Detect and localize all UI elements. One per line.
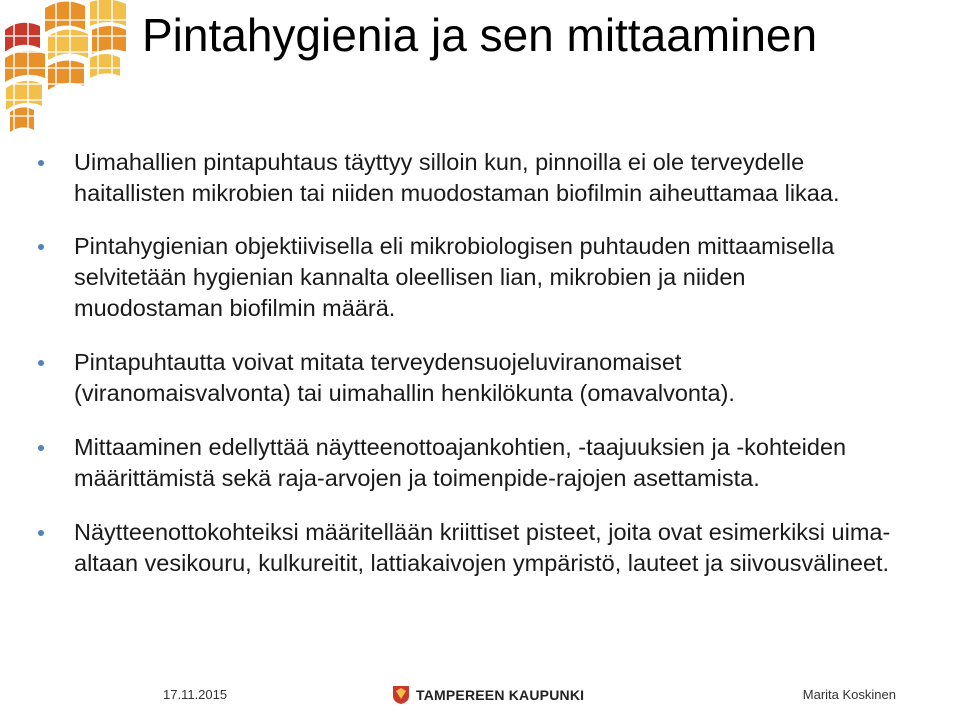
bullet-item bbox=[0, 432, 960, 494]
bullet-text: Mittaaminen edellyttää näytteenottoajankohtien, -taajuuksien ja -kohteiden määrittämistä sekä raja-arvojen ja toimenpide-rajojen asettamista. bbox=[74, 434, 847, 491]
bullet-item bbox=[0, 231, 960, 324]
city-logo bbox=[392, 684, 584, 706]
slide-footer bbox=[0, 684, 960, 706]
bullet-dot-icon bbox=[38, 360, 44, 366]
footer-author: Marita Koskinen bbox=[802, 687, 896, 702]
slide-title: Pintahygienia ja sen mittaaminen bbox=[142, 9, 818, 61]
bullet-text: Pintapuhtautta voivat mitata terveydensuojeluviranomaiset (viranomaisvalvonta) tai uimahallin henkilökunta (omavalvonta). bbox=[74, 349, 735, 406]
brand-pattern-logo bbox=[0, 0, 130, 135]
bullet-item bbox=[0, 517, 960, 579]
bullet-dot-icon bbox=[38, 160, 44, 166]
footer-date: 17.11.2015 bbox=[163, 687, 228, 702]
bullet-item bbox=[0, 347, 960, 409]
bullet-text: Pintahygienian objektiivisella eli mikrobiologisen puhtauden mittaamisella selvitetään hygienian kannalta oleellisen lian, mikrobien ja niiden muodostaman biofilmin määrä. bbox=[74, 233, 835, 321]
bullet-text: Näytteenottokohteiksi määritellään kriittiset pisteet, joita ovat esimerkiksi uima-altaan vesikouru, kulkureitit, lattiakaivojen ympäristö, lauteet ja siivousvälineet. bbox=[74, 519, 891, 576]
bullet-text: Uimahallien pintapuhtaus täyttyy silloin kun, pinnoilla ei ole terveydelle haitallisten mikrobien tai niiden muodostaman biofilmin aiheuttamaa likaa. bbox=[74, 149, 840, 206]
city-name: TAMPEREEN KAUPUNKI bbox=[416, 687, 585, 703]
bullet-dot-icon bbox=[38, 244, 44, 250]
city-crest-icon bbox=[392, 685, 410, 705]
bullet-item bbox=[0, 147, 960, 209]
bullet-dot-icon bbox=[38, 445, 44, 451]
bullet-list bbox=[0, 147, 960, 579]
bullet-dot-icon bbox=[38, 530, 44, 536]
